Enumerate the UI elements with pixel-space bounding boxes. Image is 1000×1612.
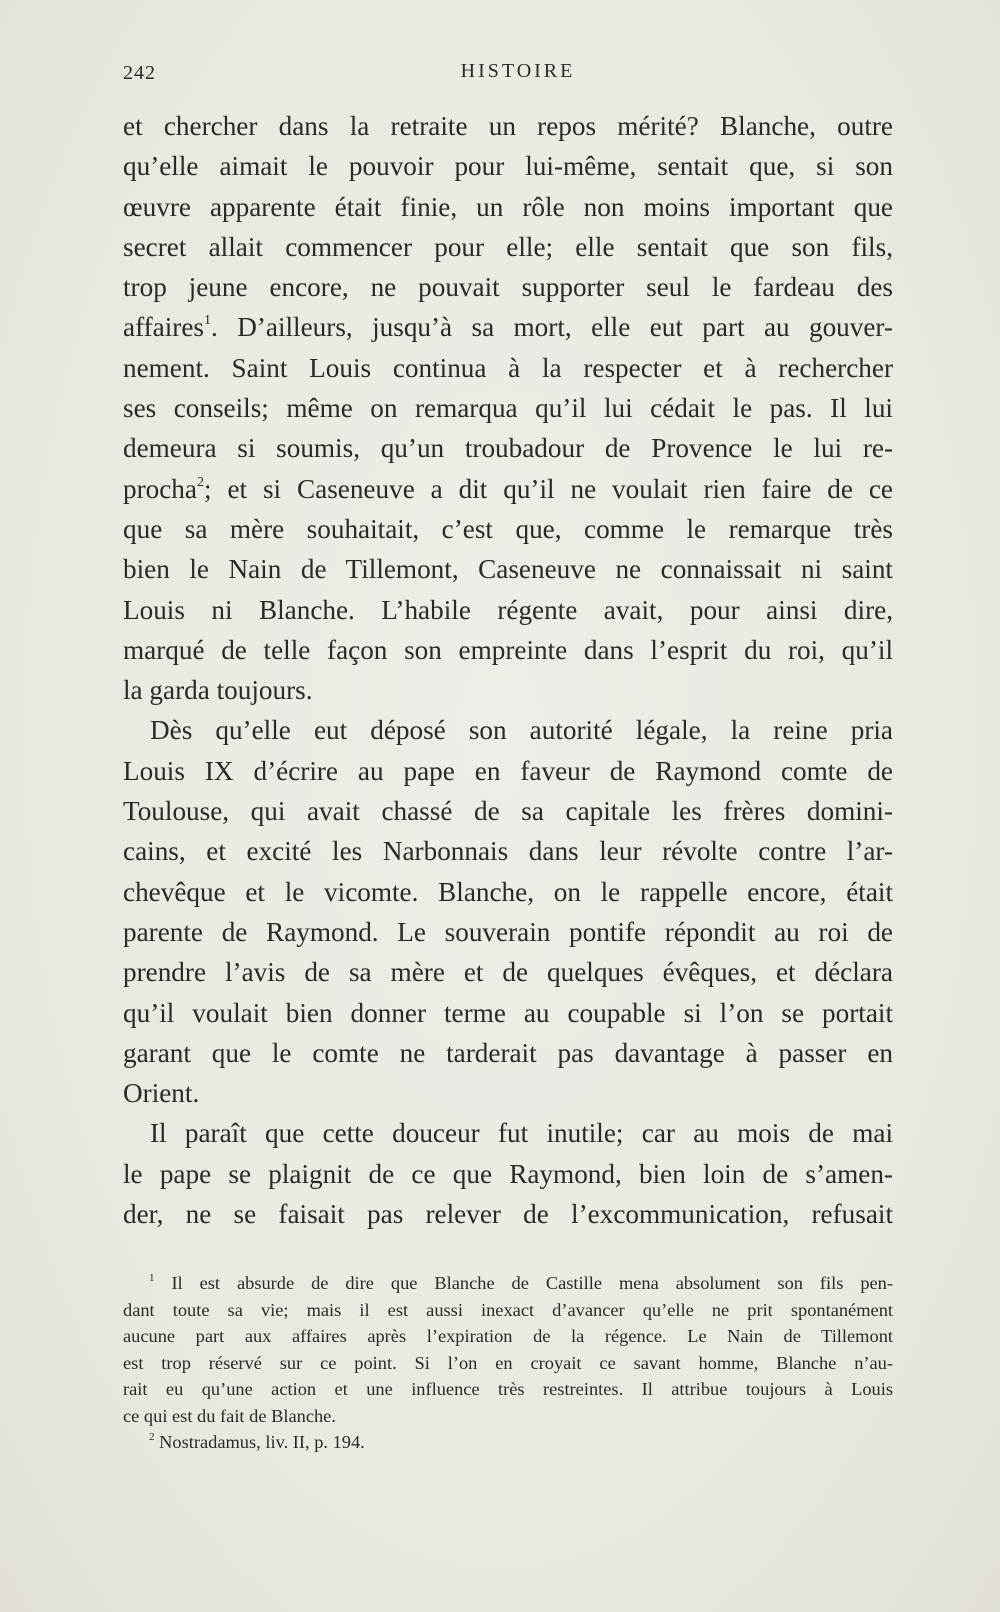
- text-line: parente de Raymond. Le souverain pontife répondit au roi de: [123, 916, 893, 947]
- text-line: Louis IX d’écrire au pape en faveur de Raymond comte de: [123, 755, 893, 786]
- text-segment: . D’ailleurs, jusqu’à sa mort, elle eut part au gouver-: [211, 312, 893, 343]
- text-line: Louis ni Blanche. L’habile régente avait, pour ainsi dire,: [123, 594, 893, 625]
- text-line: prendre l’avis de sa mère et de quelques évêques, et déclara: [123, 957, 893, 988]
- text-line: [123, 307, 893, 347]
- text-line: qu’il voulait bien donner terme au coupable si l’on se portait: [123, 997, 893, 1028]
- main-text: [123, 106, 893, 1234]
- text-line: Il paraît que cette douceur fut inutile; car au mois de mai: [150, 1118, 893, 1149]
- text-line: bien le Nain de Tillemont, Caseneuve ne connaissait ni saint: [123, 554, 893, 585]
- text-segment: ; et si Caseneuve a dit qu’il ne voulait rien faire de ce: [203, 473, 893, 504]
- text-segment: Nostradamus, liv. II, p. 194.: [159, 1432, 365, 1452]
- text-line: der, ne se faisait pas relever de l’excommunication, refusait: [123, 1199, 893, 1230]
- text-line: marqué de telle façon son empreinte dans l’esprit du roi, qu’il: [123, 634, 893, 665]
- text-line: nement. Saint Louis continua à la respecter et à rechercher: [123, 352, 893, 383]
- footnote-line: ce qui est du fait de Blanche.: [123, 1405, 336, 1426]
- text-line: cains, et excité les Narbonnais dans leur révolte contre l’ar-: [123, 836, 893, 867]
- text-line: demeura si soumis, qu’un troubadour de Provence le lui re-: [123, 433, 893, 464]
- footnote-mark: 1: [204, 313, 212, 329]
- footnote-line: rait eu qu’une action et une influence très restreintes. Il attribue toujours à Louis: [123, 1379, 893, 1399]
- text-line: Toulouse, qui avait chassé de sa capitale les frères domini-: [123, 796, 893, 827]
- footnote-line: dant toute sa vie; mais il est aussi inexact d’avancer qu’elle ne prit spontanément: [123, 1299, 893, 1320]
- text-line: [123, 469, 893, 509]
- page-number: 242: [123, 62, 156, 84]
- text-line: et chercher dans la retraite un repos mérité? Blanche, outre: [123, 111, 893, 141]
- running-title: HISTOIRE: [460, 60, 576, 82]
- text-segment: procha: [123, 473, 197, 504]
- footnote-mark: 2: [196, 474, 204, 490]
- text-line: secret allait commencer pour elle; elle sentait que son fils,: [123, 231, 893, 262]
- footnote-line: [123, 1270, 893, 1297]
- text-line: garant que le comte ne tarderait pas davantage à passer en: [123, 1037, 893, 1068]
- text-line: qu’elle aimait le pouvoir pour lui-même, sentait que, si son: [123, 151, 893, 182]
- text-line: chevêque et le vicomte. Blanche, on le rappelle encore, était: [123, 876, 893, 907]
- text-segment: Il est absurde de dire que Blanche de Castille mena absolument son fils pen-: [171, 1273, 893, 1293]
- footnote-number: 2: [149, 1431, 155, 1443]
- text-line: Orient.: [123, 1078, 200, 1109]
- footnote-line: [123, 1429, 893, 1456]
- page-header: [123, 58, 893, 88]
- footnotes: [123, 1270, 893, 1456]
- text-segment: affaires: [123, 312, 205, 343]
- text-line: que sa mère souhaitait, c’est que, comme le remarque très: [123, 513, 893, 544]
- footnote-line: aucune part aux affaires après l’expiration de la régence. Le Nain de Tillemont: [123, 1326, 893, 1346]
- text-line: œuvre apparente était finie, un rôle non moins important que: [123, 191, 893, 222]
- footnote-number: 1: [149, 1272, 155, 1284]
- text-line: ses conseils; même on remarqua qu’il lui cédait le pas. Il lui: [123, 393, 893, 424]
- text-line: Dès qu’elle eut déposé son autorité légale, la reine pria: [150, 715, 893, 746]
- footnote-line: est trop réservé sur ce point. Si l’on en croyait ce savant homme, Blanche n’au-: [123, 1352, 893, 1373]
- text-line: trop jeune encore, ne pouvait supporter seul le fardeau des: [123, 272, 893, 303]
- text-line: la garda toujours.: [123, 675, 313, 706]
- text-line: le pape se plaignit de ce que Raymond, bien loin de s’amen-: [123, 1158, 893, 1189]
